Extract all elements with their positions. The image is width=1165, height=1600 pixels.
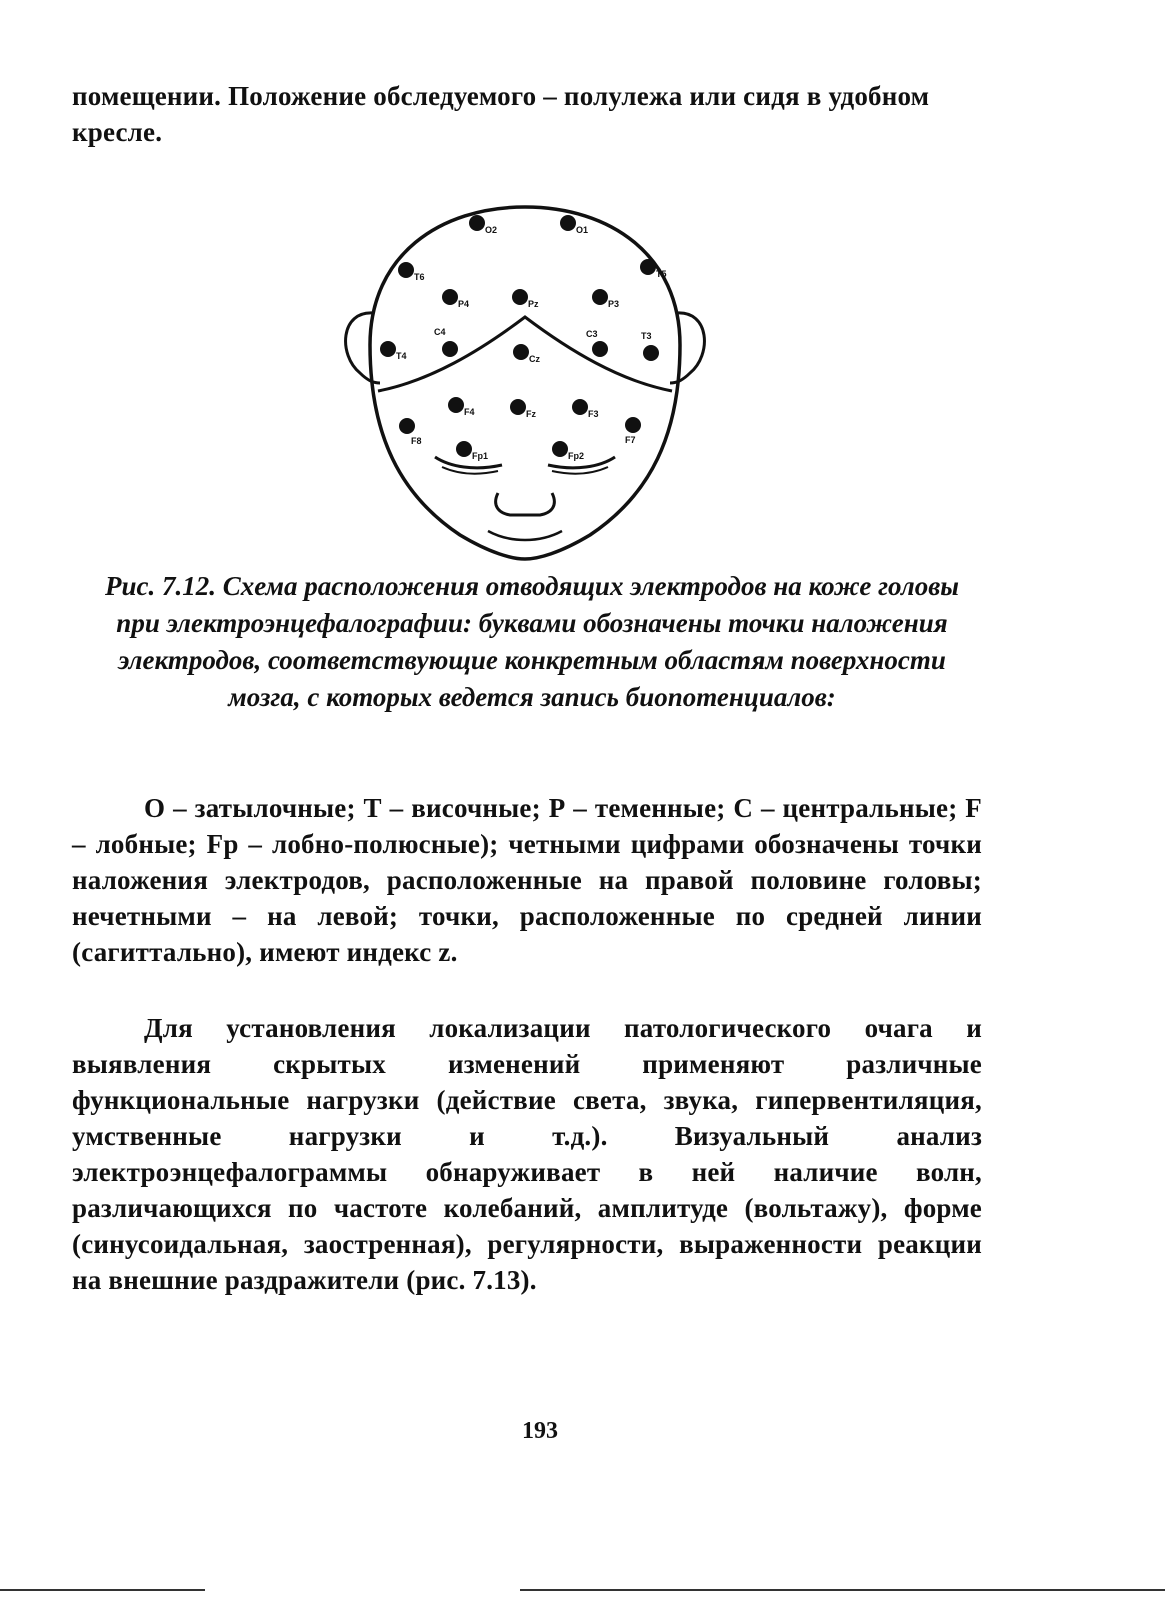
electrode-label: P3 — [608, 299, 620, 309]
electrode-t5 — [640, 259, 667, 279]
electrode-fp2 — [552, 441, 584, 461]
electrode-dot — [456, 441, 472, 457]
electrode-dot — [512, 289, 528, 305]
electrode-dot — [643, 345, 659, 361]
intro-paragraph: помещении. Положение обследуемого – полулежа или сидя в удобном кресле. — [72, 81, 930, 147]
electrode-fp1 — [456, 441, 488, 461]
electrode-label: Cz — [529, 354, 540, 364]
electrode-label: P4 — [458, 299, 470, 309]
electrode-dot — [640, 259, 656, 275]
electrode-dot — [399, 418, 415, 434]
electrode-label: T4 — [396, 351, 407, 361]
electrode-t3 — [641, 331, 659, 361]
page-number: 193 — [522, 1418, 558, 1444]
electrode-p4 — [442, 289, 469, 309]
electrode-label: Fz — [526, 409, 536, 419]
electrode-o1 — [560, 215, 588, 235]
electrode-f7 — [625, 417, 641, 445]
footer-rule-right — [520, 1589, 1165, 1591]
electrode-dot — [448, 397, 464, 413]
electrode-pz — [512, 289, 539, 309]
electrode-label: T3 — [641, 331, 652, 341]
head-outline — [370, 207, 680, 559]
figure-caption: Рис. 7.12. Схема расположения отводящих электродов на коже головы при электроэнцефалографии: буквами обозначены точки наложения электродов, соответствующие конкретным областям поверхности мозга, с которых ведется запись биопотенциалов: — [104, 571, 960, 712]
electrode-label: O1 — [576, 225, 589, 235]
electrode-c3 — [586, 329, 608, 357]
electrode-fz — [510, 399, 536, 419]
electrode-dot — [552, 441, 568, 457]
mouth — [488, 531, 562, 540]
electrode-label: T6 — [414, 272, 425, 282]
electrode-f8 — [399, 418, 422, 446]
electrode-label: F3 — [588, 409, 599, 419]
electrode-dot — [592, 289, 608, 305]
left-eye — [435, 457, 502, 468]
electrode-dot — [513, 344, 529, 360]
electrode-dot — [398, 262, 414, 278]
electrode-dot — [380, 341, 396, 357]
right-ear-outline — [670, 313, 704, 383]
electrode-dot — [442, 289, 458, 305]
electrode-f3 — [572, 399, 599, 419]
electrode-t6 — [398, 262, 425, 282]
electrode-label: F8 — [411, 436, 422, 446]
electrode-label: Pz — [528, 299, 539, 309]
electrode-dot — [572, 399, 588, 415]
left-ear-outline — [346, 313, 380, 383]
electrode-dot — [469, 215, 485, 231]
electrode-label: F4 — [464, 407, 475, 417]
eeg-electrode-head-diagram — [330, 195, 720, 575]
electrode-label: Fp2 — [568, 451, 585, 461]
electrode-label: Fp1 — [472, 451, 489, 461]
electrode-dot — [625, 417, 641, 433]
electrode-o2 — [469, 215, 497, 235]
electrode-dot — [560, 215, 576, 231]
electrode-dot — [442, 341, 458, 357]
nose — [496, 493, 555, 515]
electrode-t4 — [380, 341, 407, 361]
electrode-label: O2 — [485, 225, 498, 235]
electrode-label: F7 — [625, 435, 636, 445]
electrode-group — [380, 215, 667, 461]
electrode-p3 — [592, 289, 619, 309]
electrode-c4 — [434, 327, 458, 357]
electrode-label: C3 — [586, 329, 598, 339]
electrode-dot — [592, 341, 608, 357]
legend-paragraph: О – затылочные; Т – височные; Р – теменные; С – центральные; F – лобные; Fp – лобно-полюсные); четными цифрами обозначены точки наложения электродов, расположенные на правой половине головы; нечетными – на левой; точки, расположенные по средней линии (сагиттально), имеют индекс z. — [72, 793, 982, 967]
electrode-label: C4 — [434, 327, 446, 337]
electrode-f4 — [448, 397, 475, 417]
body-paragraph: Для установления локализации патологического очага и выявления скрытых изменений применяют различные функциональные нагрузки (действие света, звука, гипервентиляция, умственные нагрузки и т.д.). Визуальный анализ электроэнцефалограммы обнаруживает в ней наличие волн, различающихся по частоте колебаний, амплитуде (вольтажу), форме (синусоидальная, заостренная), регулярности, выраженности реакции на внешние раздражители (рис. 7.13). — [72, 1013, 982, 1295]
electrode-dot — [510, 399, 526, 415]
electrode-cz — [513, 344, 540, 364]
footer-rule-left — [0, 1589, 205, 1591]
electrode-label: T5 — [656, 269, 667, 279]
